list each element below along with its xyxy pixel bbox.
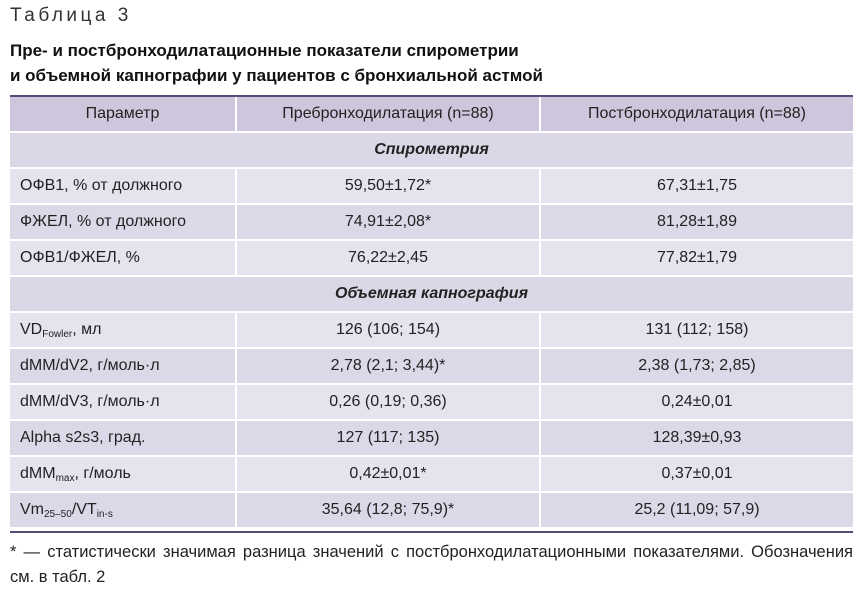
table-row: [10, 348, 853, 384]
cell-post: 2,38 (1,73; 2,85): [540, 348, 853, 384]
section-row-spirometry: [10, 132, 853, 168]
cell-post: 25,2 (11,09; 57,9): [540, 492, 853, 528]
cell-pre: 74,91±2,08*: [236, 204, 540, 240]
footnote: * — статистически значимая разница значений с постбронходилатационными показателями. Обозначения см. в табл. 2: [10, 543, 853, 586]
cell-post: 67,31±1,75: [540, 168, 853, 204]
param-sub: 25–50: [44, 508, 72, 520]
param-main: VD: [20, 320, 43, 338]
param-sub: max: [55, 472, 75, 484]
cell-param: [10, 456, 236, 492]
cell-post: 81,28±1,89: [540, 204, 853, 240]
table-row: [10, 168, 853, 204]
section-capnography: Объемная капнография: [10, 276, 853, 312]
cell-post: 131 (112; 158): [540, 312, 853, 348]
header-post: Постбронходилатация (n=88): [540, 97, 853, 132]
table-row: [10, 492, 853, 528]
cell-param: [10, 312, 236, 348]
cell-pre: 76,22±2,45: [236, 240, 540, 276]
cell-post: 77,82±1,79: [540, 240, 853, 276]
header-row: [10, 97, 853, 132]
cell-param: dMM/dV2, г/моль·л: [10, 348, 236, 384]
title-line-1: Пре- и постбронходилатационные показатели спирометрии: [10, 41, 519, 60]
cell-param: ОФВ1/ФЖЕЛ, %: [10, 240, 236, 276]
cell-pre: 59,50±1,72*: [236, 168, 540, 204]
cell-post: 0,37±0,01: [540, 456, 853, 492]
cell-post: 0,24±0,01: [540, 384, 853, 420]
param-tail: , мл: [72, 320, 102, 338]
param-sub: Fowler: [42, 328, 73, 340]
param-mid: /VT: [71, 500, 97, 518]
cell-post: 128,39±0,93: [540, 420, 853, 456]
header-param: Параметр: [10, 97, 236, 132]
cell-pre: 0,42±0,01*: [236, 456, 540, 492]
table-row: [10, 456, 853, 492]
cell-pre: 126 (106; 154): [236, 312, 540, 348]
section-spirometry: Спирометрия: [10, 132, 853, 168]
param-main: dMM: [20, 464, 56, 482]
bottom-rule: [10, 531, 853, 533]
cell-param: ФЖЕЛ, % от должного: [10, 204, 236, 240]
cell-param: dMM/dV3, г/моль·л: [10, 384, 236, 420]
table-label: Таблица 3: [10, 5, 132, 26]
table-row: [10, 204, 853, 240]
cell-pre: 127 (117; 135): [236, 420, 540, 456]
cell-param: Alpha s2s3, град.: [10, 420, 236, 456]
cell-pre: 35,64 (12,8; 75,9)*: [236, 492, 540, 528]
cell-param: ОФВ1, % от должного: [10, 168, 236, 204]
table-row: [10, 384, 853, 420]
table-row: [10, 240, 853, 276]
data-table: [10, 97, 853, 529]
title-line-2: и объемной капнографии у пациентов с бронхиальной астмой: [10, 66, 543, 85]
table-row: [10, 420, 853, 456]
section-row-capnography: [10, 276, 853, 312]
table-title: [10, 38, 543, 88]
cell-param: [10, 492, 236, 528]
header-pre: Пребронходилатация (n=88): [236, 97, 540, 132]
param-tail: , г/моль: [74, 464, 131, 482]
cell-pre: 2,78 (2,1; 3,44)*: [236, 348, 540, 384]
cell-pre: 0,26 (0,19; 0,36): [236, 384, 540, 420]
table-row: [10, 312, 853, 348]
param-main: Vm: [20, 500, 44, 518]
param-sub-2: in-s: [96, 508, 113, 520]
